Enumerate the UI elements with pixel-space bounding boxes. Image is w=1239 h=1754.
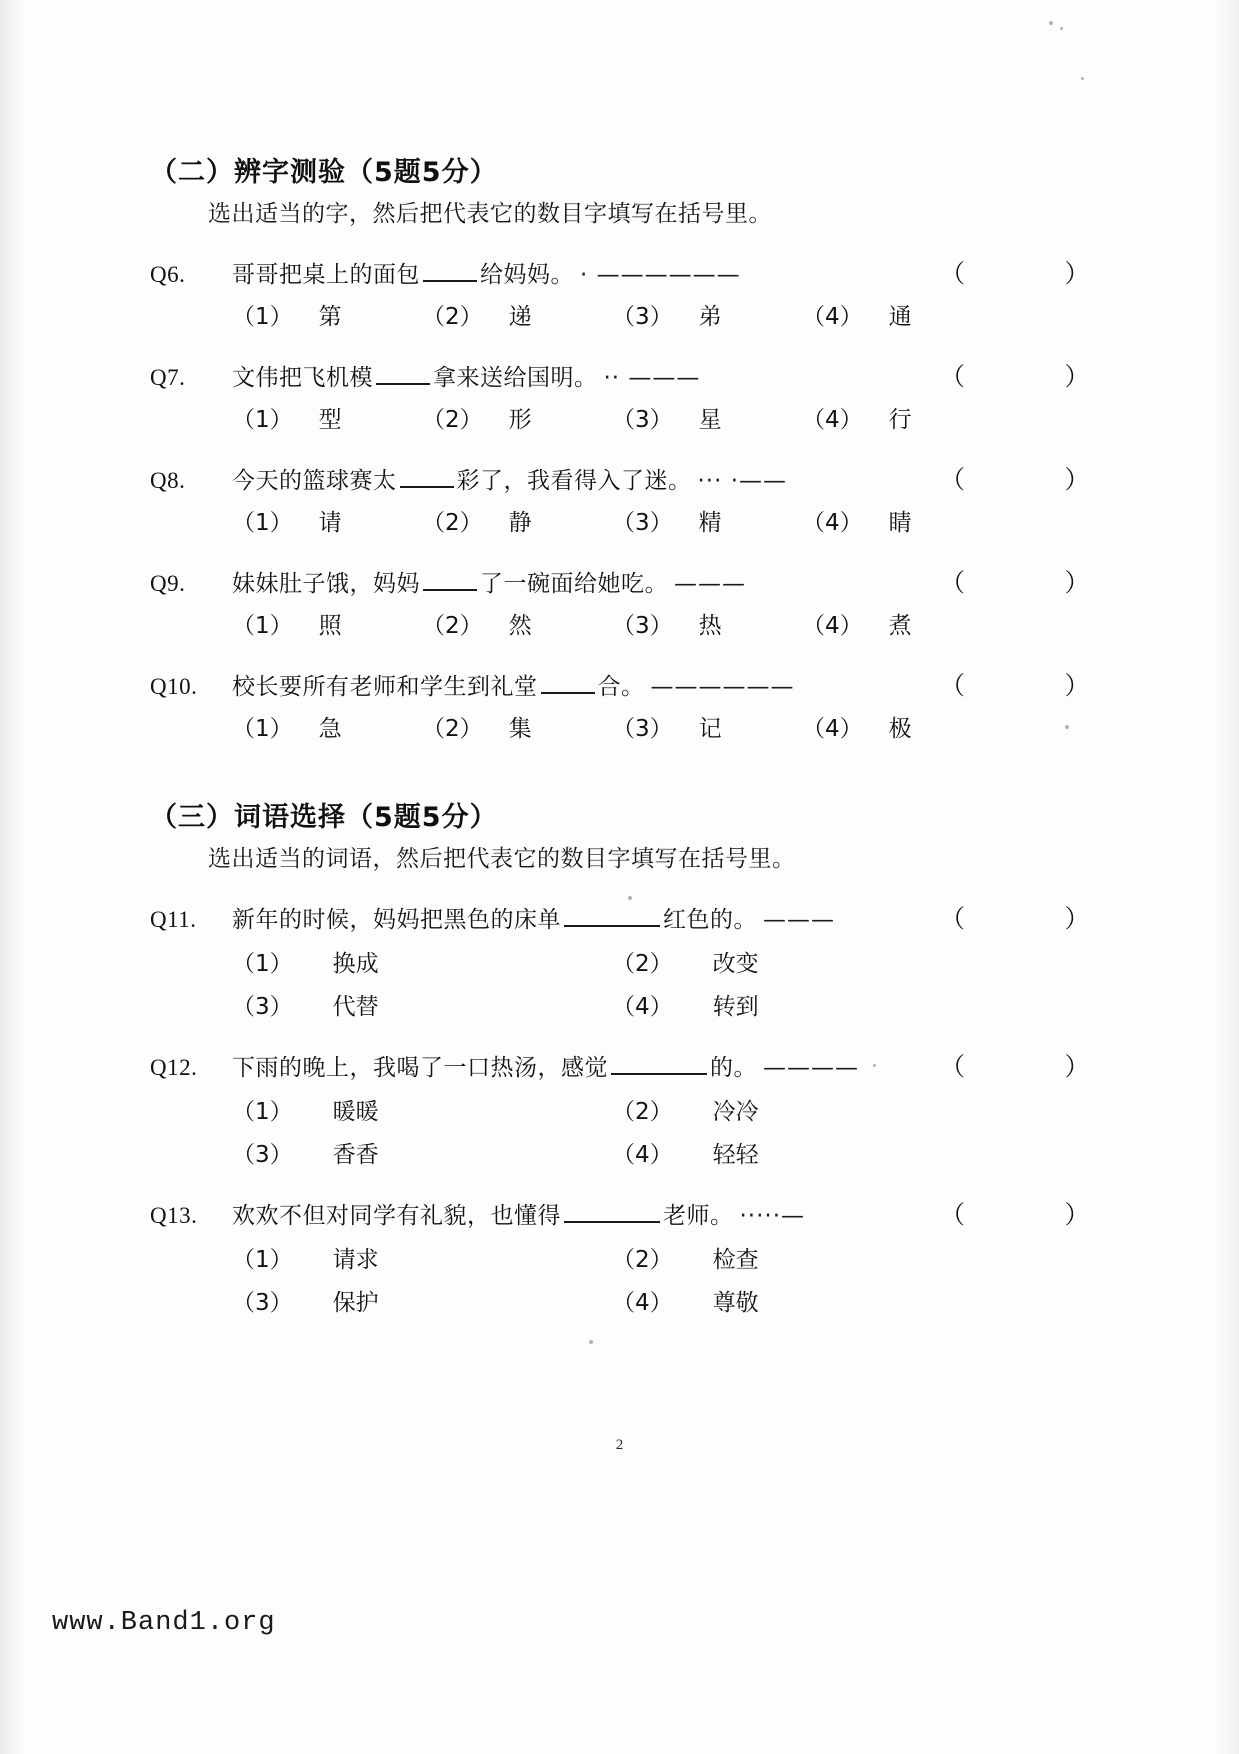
option-choice[interactable]: [232, 1136, 612, 1169]
answer-parenthesis[interactable]: [928, 1195, 1090, 1231]
option-label: （3）: [612, 716, 673, 742]
question-text-before: 文伟把飞机模: [232, 365, 373, 391]
paren-close: ）: [1064, 1052, 1090, 1081]
paren-open: （: [940, 259, 966, 288]
option-label: （4）: [802, 510, 863, 536]
paren-open: （: [940, 904, 966, 933]
option-value: 第: [318, 304, 342, 330]
option-label: （4）: [612, 1142, 673, 1168]
option-label: （2）: [422, 304, 483, 330]
question-line: [150, 460, 1090, 496]
option-choice[interactable]: [802, 401, 992, 434]
option-value: 递: [508, 304, 532, 330]
option-grid: [232, 945, 1090, 1021]
section-bianzi: [150, 150, 1090, 743]
option-choice[interactable]: [802, 607, 992, 640]
paren-open: （: [940, 1200, 966, 1229]
option-label: （4）: [612, 1290, 673, 1316]
paren-close: ）: [1064, 465, 1090, 494]
option-row: [232, 1284, 1090, 1317]
answer-parenthesis[interactable]: [928, 460, 1090, 496]
option-label: （3）: [232, 1142, 293, 1168]
question-line: [150, 357, 1090, 393]
option-value: 代替: [332, 994, 379, 1020]
paren-close: ）: [1064, 568, 1090, 597]
option-row: [232, 504, 1090, 537]
option-row: [232, 945, 1090, 978]
option-label: （2）: [612, 951, 673, 977]
paren-close: ）: [1064, 1200, 1090, 1229]
paren-open: （: [940, 1052, 966, 1081]
answer-blank[interactable]: [400, 486, 454, 488]
option-choice[interactable]: [232, 710, 422, 743]
question-item: [150, 1195, 1090, 1317]
option-value: 请求: [332, 1247, 379, 1273]
option-label: （3）: [232, 994, 293, 1020]
leader-dots: ··· ·——: [697, 468, 788, 494]
answer-parenthesis[interactable]: [928, 899, 1090, 935]
option-label: （2）: [422, 407, 483, 433]
option-value: 静: [508, 510, 532, 536]
section-instruction: 选出适当的词语，然后把代表它的数目字填写在括号里。: [208, 846, 796, 872]
option-choice[interactable]: [232, 504, 422, 537]
option-value: 记: [698, 716, 722, 742]
option-label: （4）: [802, 613, 863, 639]
question-text-before: 妹妹肚子饿，妈妈: [232, 571, 420, 597]
question-text: [232, 901, 928, 934]
page-edge-shadow-left: [0, 0, 26, 1754]
option-label: （1）: [232, 1247, 293, 1273]
question-text: [232, 462, 928, 495]
question-item: [150, 666, 1090, 743]
option-value: 保护: [332, 1290, 379, 1316]
question-text: [232, 565, 928, 598]
question-text-after: 彩了，我看得入了迷。: [456, 468, 692, 494]
answer-parenthesis[interactable]: [928, 666, 1090, 702]
option-choice[interactable]: [612, 1136, 992, 1169]
question-text-before: 下雨的晚上，我喝了一口热汤，感觉: [232, 1055, 608, 1081]
question-text-after: 了一碗面给她吃。: [480, 571, 668, 597]
question-text-after: 的。: [710, 1055, 757, 1081]
option-value: 行: [888, 407, 912, 433]
question-item: [150, 460, 1090, 537]
question-text-after: 合。: [597, 674, 645, 700]
option-label: （3）: [612, 407, 673, 433]
answer-parenthesis[interactable]: [928, 563, 1090, 599]
option-label: （1）: [232, 407, 293, 433]
option-value: 转到: [712, 994, 759, 1020]
option-value: 照: [318, 613, 342, 639]
option-choice[interactable]: [802, 298, 992, 331]
leader-dots: ———: [763, 907, 835, 933]
question-item: [150, 1047, 1090, 1169]
section-heading: （二）辨字测验（5题5分）: [150, 157, 498, 188]
option-row: [232, 607, 1090, 640]
option-choice[interactable]: [232, 607, 422, 640]
option-label: （2）: [422, 510, 483, 536]
option-label: （2）: [612, 1099, 673, 1125]
answer-parenthesis[interactable]: [928, 254, 1090, 290]
option-choice[interactable]: [612, 1241, 992, 1274]
option-value: 热: [698, 613, 722, 639]
option-choice[interactable]: [802, 710, 992, 743]
option-value: 弟: [698, 304, 722, 330]
option-value: 集: [508, 716, 532, 742]
question-line: [150, 563, 1090, 599]
option-choice[interactable]: [612, 1093, 992, 1126]
answer-blank[interactable]: [611, 1073, 707, 1075]
option-choice[interactable]: [612, 298, 802, 331]
option-value: 睛: [888, 510, 912, 536]
paren-close: ）: [1064, 259, 1090, 288]
exam-content: [150, 150, 1090, 1327]
option-row: [232, 1093, 1090, 1126]
option-choice[interactable]: [232, 988, 612, 1021]
option-label: （3）: [232, 1290, 293, 1316]
paren-close: ）: [1064, 904, 1090, 933]
option-label: （4）: [802, 407, 863, 433]
option-row: [232, 710, 1090, 743]
leader-dots: ———: [674, 571, 746, 597]
option-value: 星: [698, 407, 722, 433]
option-choice[interactable]: [232, 298, 422, 331]
section-heading: （三）词语选择（5题5分）: [150, 802, 498, 833]
page-number: 2: [615, 1437, 624, 1453]
answer-parenthesis[interactable]: [928, 357, 1090, 393]
option-choice[interactable]: [612, 1284, 992, 1317]
leader-dots: ————: [763, 1055, 859, 1081]
question-text-before: 哥哥把桌上的面包: [232, 262, 420, 288]
leader-dots: ——————: [650, 674, 795, 700]
option-label: （3）: [612, 613, 673, 639]
scan-speck: [589, 1340, 593, 1344]
question-number: Q13.: [150, 1203, 198, 1228]
question-text-before: 今天的篮球赛太: [232, 468, 397, 494]
option-row: [232, 401, 1090, 434]
option-label: （4）: [802, 716, 863, 742]
question-line: [150, 254, 1090, 290]
question-number: Q11.: [150, 907, 197, 932]
watermark-text: www.Band1.org: [52, 1608, 276, 1638]
question-text: [232, 256, 928, 289]
option-grid: [232, 1093, 1090, 1169]
question-line: [150, 666, 1090, 702]
question-line: [150, 1047, 1090, 1083]
option-label: （4）: [612, 994, 673, 1020]
question-text: [232, 359, 928, 392]
option-choice[interactable]: [422, 298, 612, 331]
option-label: （4）: [802, 304, 863, 330]
option-label: （3）: [612, 304, 673, 330]
option-value: 检查: [712, 1247, 759, 1273]
leader-dots: · ——————: [580, 262, 741, 288]
option-label: （1）: [232, 716, 293, 742]
question-number: Q12.: [150, 1055, 198, 1080]
question-line: [150, 1195, 1090, 1231]
option-label: （1）: [232, 304, 293, 330]
option-label: （3）: [612, 510, 673, 536]
scan-speck: [1081, 77, 1084, 80]
option-value: 改变: [712, 951, 759, 977]
question-text-before: 欢欢不但对同学有礼貌，也懂得: [232, 1203, 561, 1229]
option-choice[interactable]: [802, 504, 992, 537]
option-label: （1）: [232, 510, 293, 536]
option-label: （1）: [232, 1099, 293, 1125]
option-label: （2）: [422, 613, 483, 639]
answer-blank[interactable]: [564, 1221, 660, 1223]
question-text-after: 拿来送给国明。: [433, 365, 598, 391]
option-choice[interactable]: [612, 945, 992, 978]
question-line: [150, 899, 1090, 935]
option-row: [232, 298, 1090, 331]
option-choice[interactable]: [612, 504, 802, 537]
paren-open: （: [940, 362, 966, 391]
option-choice[interactable]: [612, 401, 802, 434]
answer-blank[interactable]: [423, 589, 477, 591]
option-choice[interactable]: [232, 1284, 612, 1317]
option-choice[interactable]: [232, 945, 612, 978]
option-choice[interactable]: [232, 1241, 612, 1274]
option-choice[interactable]: [612, 607, 802, 640]
paren-open: （: [940, 671, 966, 700]
option-value: 极: [888, 716, 912, 742]
option-choice[interactable]: [232, 401, 422, 434]
option-label: （1）: [232, 613, 293, 639]
option-value: 尊敬: [712, 1290, 759, 1316]
paren-open: （: [940, 568, 966, 597]
option-value: 型: [318, 407, 342, 433]
paren-open: （: [940, 465, 966, 494]
option-value: 换成: [332, 951, 379, 977]
option-value: 轻轻: [712, 1142, 759, 1168]
option-row: [232, 988, 1090, 1021]
option-value: 精: [698, 510, 722, 536]
section-ciyu: [150, 795, 1090, 1317]
question-item: [150, 357, 1090, 434]
question-number: Q6.: [150, 262, 186, 287]
option-label: （2）: [422, 716, 483, 742]
question-number: Q7.: [150, 365, 186, 390]
option-row: [232, 1241, 1090, 1274]
option-choice[interactable]: [422, 607, 612, 640]
option-grid: [232, 1241, 1090, 1317]
option-value: 请: [318, 510, 342, 536]
answer-parenthesis[interactable]: [928, 1047, 1090, 1083]
option-choice[interactable]: [612, 710, 802, 743]
question-text: [232, 668, 928, 701]
option-choice[interactable]: [232, 1093, 612, 1126]
paren-close: ）: [1064, 671, 1090, 700]
option-label: （2）: [612, 1247, 673, 1273]
page-edge-shadow-right: [1213, 0, 1239, 1754]
option-value: 急: [318, 716, 342, 742]
scan-speck: [1049, 21, 1053, 25]
answer-blank[interactable]: [423, 280, 477, 282]
option-value: 冷冷: [712, 1099, 759, 1125]
leader-dots: ·····—: [739, 1203, 806, 1229]
option-value: 暖暖: [332, 1099, 379, 1125]
question-number: Q10.: [150, 674, 198, 699]
answer-blank[interactable]: [541, 692, 595, 694]
question-item: [150, 899, 1090, 1021]
leader-dots: ·· ———: [603, 365, 701, 391]
question-text-before: 校长要所有老师和学生到礼堂: [232, 674, 538, 700]
paren-close: ）: [1064, 362, 1090, 391]
option-choice[interactable]: [612, 988, 992, 1021]
question-item: [150, 254, 1090, 331]
option-choice[interactable]: [422, 401, 612, 434]
option-value: 形: [508, 407, 532, 433]
question-text-after: 给妈妈。: [480, 262, 574, 288]
option-label: （1）: [232, 951, 293, 977]
answer-blank[interactable]: [564, 925, 660, 927]
option-value: 香香: [332, 1142, 379, 1168]
option-value: 然: [508, 613, 532, 639]
option-value: 煮: [888, 613, 912, 639]
option-row: [232, 1136, 1090, 1169]
question-item: [150, 563, 1090, 640]
question-text-after: 红色的。: [663, 907, 757, 933]
question-text: [232, 1197, 928, 1230]
answer-blank[interactable]: [376, 383, 430, 385]
option-choice[interactable]: [422, 710, 612, 743]
scan-speck: [1060, 27, 1063, 30]
question-text-before: 新年的时候，妈妈把黑色的床单: [232, 907, 561, 933]
question-number: Q9.: [150, 571, 186, 596]
option-choice[interactable]: [422, 504, 612, 537]
option-value: 通: [888, 304, 912, 330]
question-text: [232, 1049, 928, 1082]
section-instruction: 选出适当的字，然后把代表它的数目字填写在括号里。: [208, 201, 772, 227]
question-text-after: 老师。: [663, 1203, 734, 1229]
question-number: Q8.: [150, 468, 186, 493]
